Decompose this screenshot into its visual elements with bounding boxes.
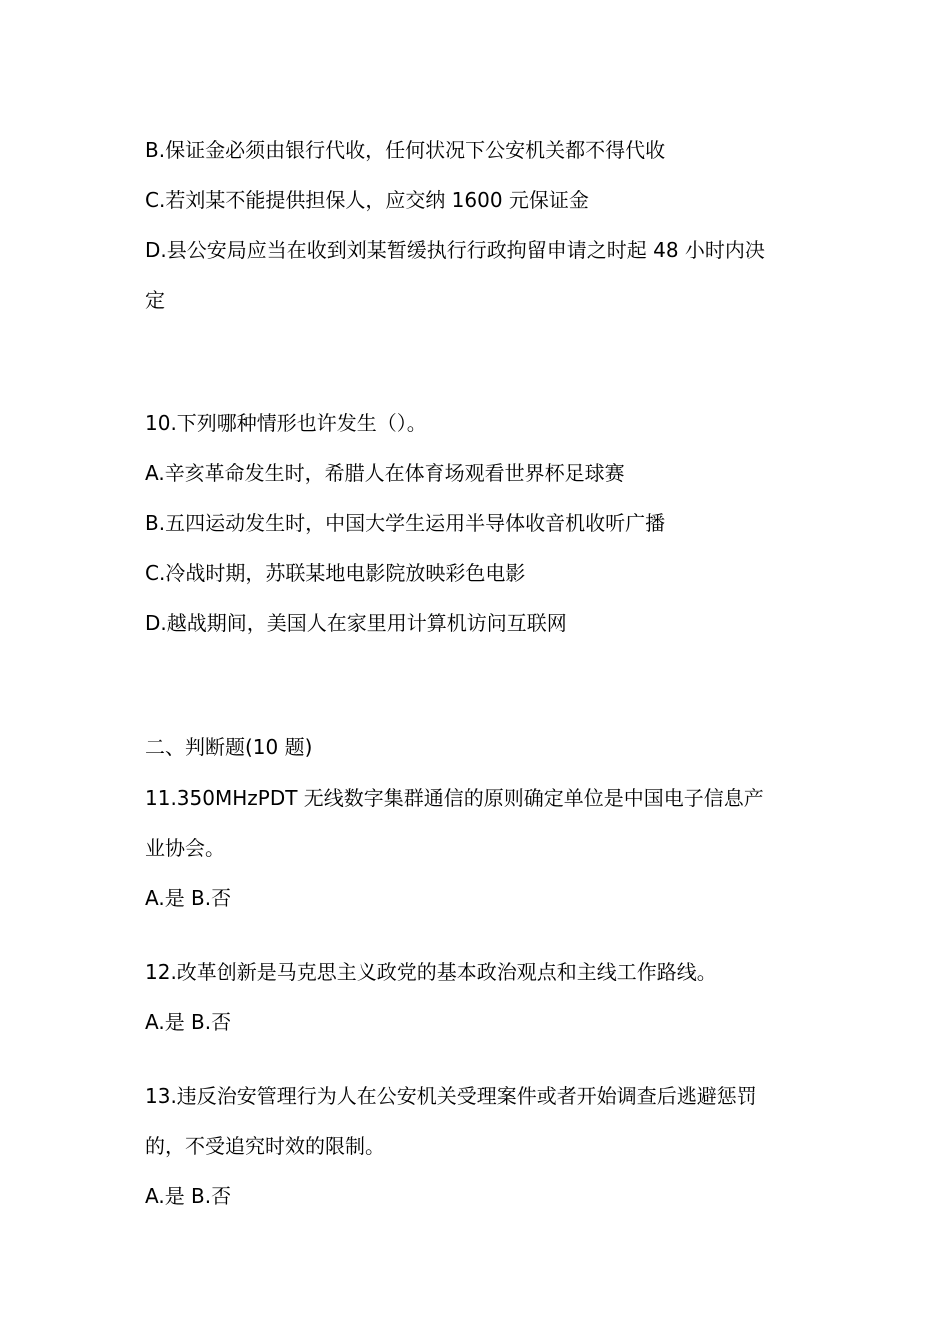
q12-options: A.是 B.否 — [145, 1010, 232, 1034]
q11-stem-line1: 11.350MHzPDT 无线数字集群通信的原则确定单位是中国电子信息产 — [145, 786, 764, 810]
q9-option-b: B.保证金必须由银行代收，任何状况下公安机关都不得代收 — [145, 138, 666, 162]
q9-option-d-line1: D.县公安局应当在收到刘某暂缓执行行政拘留申请之时起 48 小时内决 — [145, 238, 765, 262]
q10-option-d: D.越战期间，美国人在家里用计算机访问互联网 — [145, 611, 567, 635]
q9-option-d-line2: 定 — [145, 288, 165, 312]
q11-options: A.是 B.否 — [145, 886, 232, 910]
q10-option-c: C.冷战时期，苏联某地电影院放映彩色电影 — [145, 561, 526, 585]
q11-stem-line2: 业协会。 — [145, 836, 225, 860]
q10-option-a: A.辛亥革命发生时，希腊人在体育场观看世界杯足球赛 — [145, 461, 625, 485]
q9-option-c: C.若刘某不能提供担保人，应交纳 1600 元保证金 — [145, 188, 589, 212]
q13-stem-line1: 13.违反治安管理行为人在公安机关受理案件或者开始调查后逃避惩罚 — [145, 1084, 757, 1108]
q13-options: A.是 B.否 — [145, 1184, 232, 1208]
q10-option-b: B.五四运动发生时，中国大学生运用半导体收音机收听广播 — [145, 511, 666, 535]
section-heading: 二、判断题(10 题) — [145, 735, 313, 759]
q10-stem: 10.下列哪种情形也许发生（）。 — [145, 411, 427, 435]
q12-stem: 12.改革创新是马克思主义政党的基本政治观点和主线工作路线。 — [145, 960, 717, 984]
q13-stem-line2: 的，不受追究时效的限制。 — [145, 1134, 385, 1158]
